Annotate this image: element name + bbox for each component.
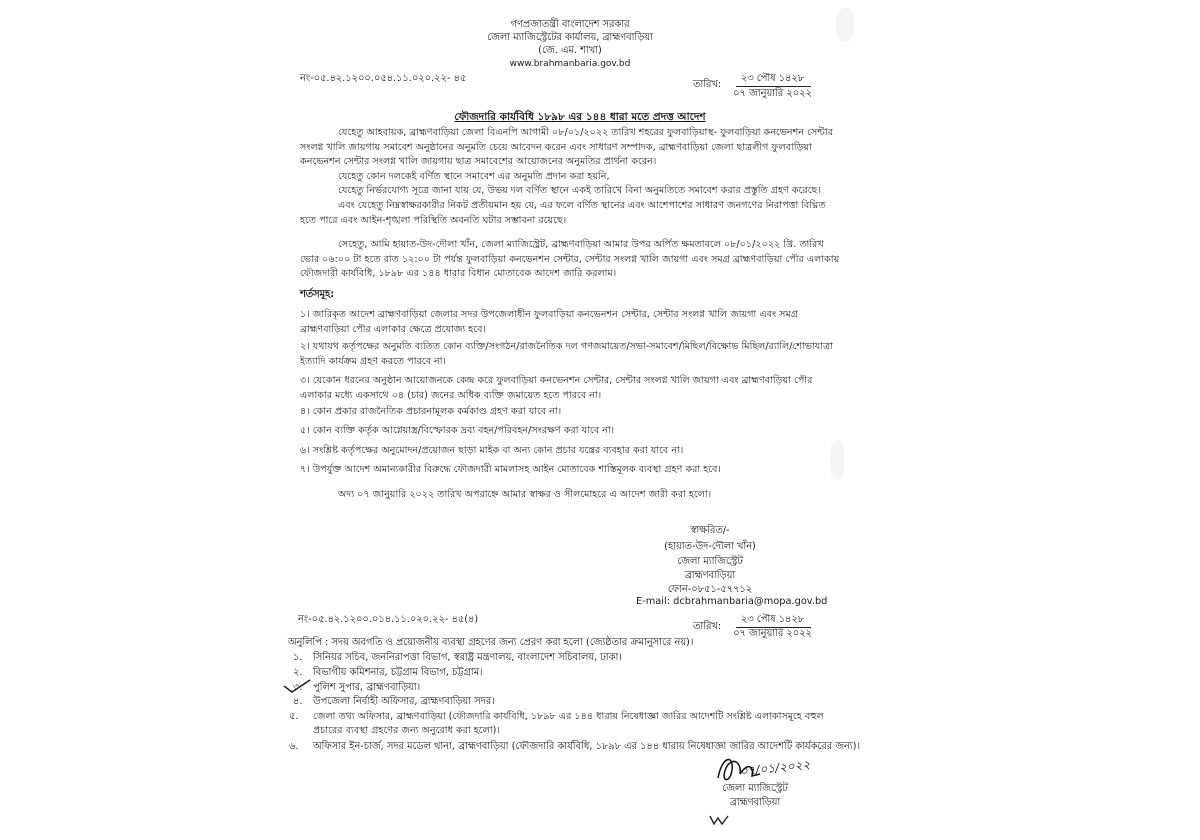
copy-item-number: ১. [293,652,303,663]
copy-item-text: পুলিশ সুপার, ব্রাহ্মণবাড়িয়া। [313,682,421,693]
memo2-date-bangla: ২৩ পৌষ ১৪২৮ [740,614,805,625]
condition-item: ৭। উপর্যুক্ত আদেশ অমান্যকারীর বিরুদ্ধে ফৌজদারী মামলাসহ আইন মোতাবেক শাস্তিমূলক ব্যবস্থা গ্রহণ করা হবে। [300,464,721,475]
copy-item-number: ৪. [293,696,303,707]
signed-mark: স্বাক্ষরিত/- [690,525,730,536]
date-english: ০৭ জানুয়ারি ২০২২ [733,88,812,99]
condition-item: ৬। সংশ্লিষ্ট কর্তৃপক্ষের অনুমোদন/প্রয়োজন ছাড়া মাইক বা অন্য কোন প্রচার যন্ত্রের ব্যবহার করা যাবে না। [300,445,684,456]
signatory-email: E-mail: dcbrahmanbaria@mopa.gov.bd [636,596,828,607]
signature2-designation: জেলা ম্যাজিস্ট্রেট [722,783,788,794]
handwritten-date: ০৭/০১/২০২২ [739,757,811,779]
paragraph-2: যেহেতু কোন দলকেই বর্ণিত স্থানে সমাবেশ এর অনুমতি প্রদান করা হয়নি, [338,171,610,182]
signatory-district: ব্রাহ্মণবাড়িয়া [684,570,736,581]
order-title: ফৌজদারি কার্যবিধি ১৮৯৮ এর ১৪৪ ধারা মতে প্রদত্ত আদেশ [454,111,706,123]
paragraph-1: যেহেতু আহবায়ক, ব্রাহ্মণবাড়িয়া জেলা বিএনপি আগামী ০৮/০১/২০২২ তারিখ শহরের ফুলবাড়িয়াস্থ- ফুলবাড়িয়া কনভেনশন সেন্টার সংলগ্ন খালি জায়গায় সমাবেশ অনুষ্ঠানের অনুমতি চেয়ে আবেদন করেন এবং সাধারণ সম্পাদক, ব্রাহ্মণবাড়িয়া জেলা ছাত্রলীগ ফুলবাড়িয়া কনভেনশন সেন্টার সংলগ্ন খালি জায়গায় ছাত্র সমাবেশের আয়োজনের অনুমতির প্রার্থনা করেন। [300,127,833,167]
condition-item: ১। জারিকৃত আদেশ ব্রাহ্মণবাড়িয়া জেলার সদর উপজেলাধীন ফুলবাড়িয়া কনভেনশন সেন্টার, সেন্টার সংলগ্ন খালি জায়গা এবং সমগ্র ব্রাহ্মণবাড়িয়া পৌর এলাকার ক্ষেত্রে প্রযোজ্য হবে। [300,309,799,335]
copy-item-text: জেলা তথ্য অফিসার, ব্রাহ্মণবাড়িয়া (ফৌজদারি কার্যবিধি, ১৮৯৮ এর ১৪৪ ধারায় নিষেধাজ্ঞা জারির আদেশটি সংশ্লিষ্ট এলাকাসমূহে বহুল প্রচারের ব্যবস্থা গ্রহণের জন্য অনুরোধ করা হলো)। [313,711,824,736]
website-link: www.brahmanbaria.gov.bd [509,59,631,69]
memo2-number: নং-০৫.৪২.১২০০.০১৪.১১.০২০.২২- ৪৫(৪) [298,614,479,625]
section-name: (জে. এম. শাখা) [538,45,602,56]
copy-intro: অনুলিপি : সদয় অবগতি ও প্রয়োজনীয় ব্যবস্থা গ্রহণের জন্য প্রেরণ করা হলো (জ্যেষ্ঠতার ক্রমানুসারে নয়)। [288,637,694,648]
memo-number: নং-০৫.৪২.১২০০.০৫৪.১১.০২০.২২- ৪৫ [300,73,467,84]
signatory-designation: জেলা ম্যাজিস্ট্রেট [677,556,743,567]
ink-mark [708,812,732,828]
copy-item-text: উপজেলা নির্বাহী অফিসার, ব্রাহ্মণবাড়িয়া সদর। [313,696,495,707]
condition-item: ৫। কোন ব্যক্তি কর্তৃক আগ্নেয়াস্ত্র/বিস্ফোরক দ্রব্য বহন/পরিবহন/সংরক্ষণ করা যাবে না। [300,425,615,436]
paragraph-4: এবং যেহেতু নিম্নস্বাক্ষরকারীর নিকট প্রতীয়মান হয় যে, এর ফলে বর্ণিত স্থানের এবং আশেপাশের সাধারণ জনগণের নিরাপত্তা বিঘ্নিত হতে পারে এবং আইন-শৃঙ্খলা পরিস্থিতি অবনতি ঘটার সম্ভাবনা রয়েছে। [300,200,826,226]
signature2-district: ব্রাহ্মণবাড়িয়া [729,797,781,808]
copy-item-number: ৩. [293,682,303,693]
memo2-date-english: ০৭ জানুয়ারি ২০২২ [733,628,812,639]
date-bangla: ২৩ পৌষ ১৪২৮ [740,73,805,84]
scan-smudge [836,8,854,42]
memo2-date-label: তারিখ: [693,621,722,632]
conditions-heading: শর্তসমূহ: [300,289,335,300]
copy-item-number: ২. [293,667,303,678]
govt-name: গণপ্রজাতন্ত্রী বাংলাদেশ সরকার [510,19,630,30]
condition-item: ৪। কোন প্রকার রাজনৈতিক প্রচারনামূলক কর্মকাণ্ড গ্রহণ করা যাবে না। [300,406,562,417]
signatory-name: (হায়াত-উদ-দৌলা খাঁন) [664,541,756,552]
closing-statement: অদ্য ০৭ জানুয়ারি ২০২২ তারিখ অপরাহ্নে আমার স্বাক্ষর ও সীলমোহরে এ আদেশ জারী করা হলো। [338,489,712,500]
paragraph-5: সেহেতু, আমি হায়াত-উদ-দৌলা খাঁন, জেলা ম্যাজিস্ট্রেট, ব্রাহ্মণবাড়িয়া আমার উপর অর্পিত ক্ষমতাবলে ০৮/০১/২০২২ খ্রি. তারিখ ভোর ০৬:০০ টা হতে রাত ১২:০০ টা পর্যন্ত ফুলবাড়িয়া কনভেনশন সেন্টার, সেন্টার সংলগ্ন খালি জায়গা এবং সমগ্র ব্রাহ্মণবাড়িয়া পৌর এলাকায় ফৌজদারী কার্যবিধি, ১৮৯৮ এর ১৪৪ ধারার বিধান মোতাবেক আদেশ জারি করলাম। [300,239,840,279]
date-label: তারিখ: [693,79,722,90]
copy-item-text: অফিসার ইন-চার্জ, সদর মডেল থানা, ব্রাহ্মণবাড়িয়া (ফৌজদারি কার্যবিধি, ১৮৯৮ এর ১৪৪ ধারায় নিষেধাজ্ঞা জারির আদেশটি কার্যকরের জন্য)। [313,741,860,752]
condition-item: ৩। যেকোন ধরনের অনুষ্ঠান আয়োজনকে কেন্দ্র করে ফুলবাড়িয়া কনভেনশন সেন্টার, সেন্টার সংলগ্ন খালি জায়গা এবং ব্রাহ্মণবাড়িয়া পৌর এলাকার মধ্যে একসাথে ০৪ (চার) জনের অধিক ব্যক্তি জমায়েত হতে পারবে না। [300,375,813,401]
condition-item: ২। যথাযথ কর্তৃপক্ষের অনুমতি ব্যতিত কোন ব্যক্তি/সংগঠন/রাজনৈতিক দল গণজমায়েত/সভা-সমাবেশ/মিছিল/বিক্ষোভ মিছিল/র‍্যালি/শোভাযাত্রা ইত্যাদি কার্যক্রম গ্রহণ করতে পারবে না। [300,341,833,367]
copy-item-text: বিভাগীয় কমিশনার, চট্টগ্রাম বিভাগ, চট্টগ্রাম। [313,667,483,678]
signatory-phone: ফোন-০৮৫১-৫৭৭১২ [667,584,753,595]
tick-mark-icon [282,678,312,694]
copy-item-text: সিনিয়র সচিব, জননিরাপত্তা বিভাগ, স্বরাষ্ট্র মন্ত্রণালয়, বাংলাদেশ সচিবালয়, ঢাকা। [313,652,622,663]
paragraph-3: যেহেতু নির্ভরযোগ্য সূত্রে জানা যায় যে, উভয় দল বর্ণিত স্থানে একই তারিখে বিনা অনুমতিতে সমাবেশ করার প্রস্তুতি গ্রহণ করেছে। [338,185,821,196]
copy-item-number: ৬. [289,741,299,752]
copy-item-number: ৫. [289,711,299,722]
office-name: জেলা ম্যাজিস্ট্রেটের কার্যালয়, ব্রাহ্মণবাড়িয়া [487,32,653,43]
